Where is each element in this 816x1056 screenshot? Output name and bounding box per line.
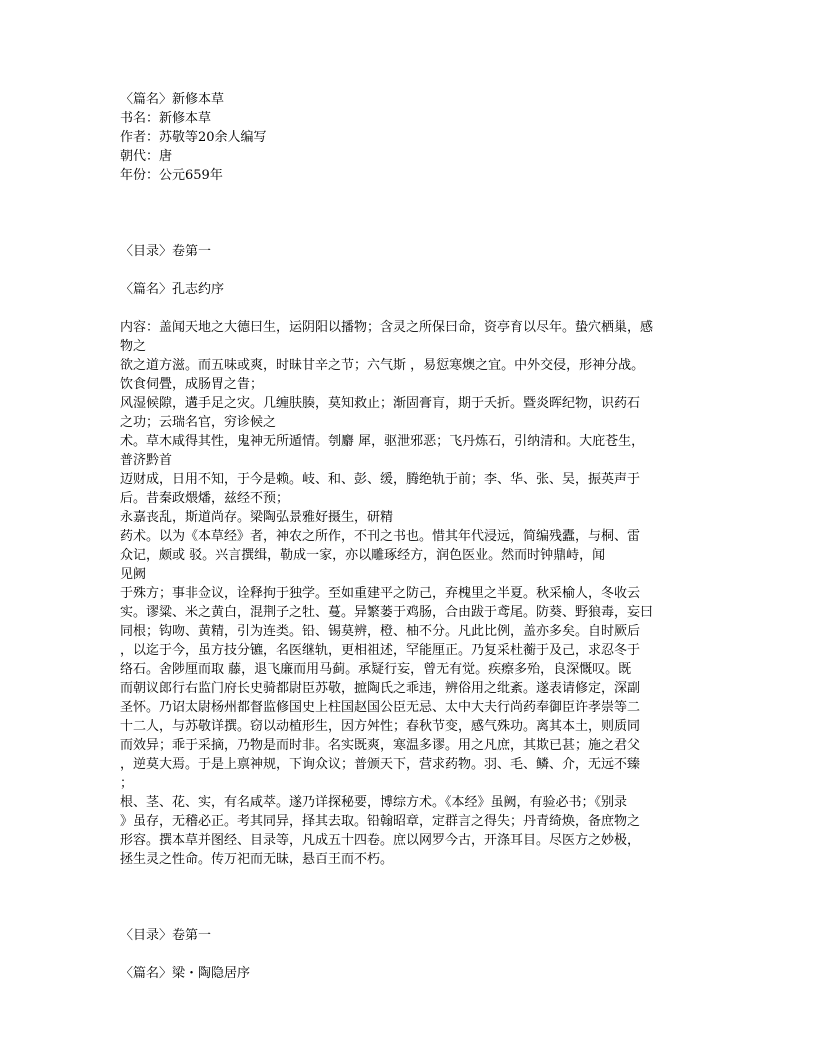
- body-line: 之功；云瑞名官，穷诊候之: [120, 415, 277, 430]
- section-kong-zhiyue-preface: [120, 242, 692, 869]
- body-line: ，以迄于今，虽方技分镳，名医继轨，更相祖述，罕能厘正。乃复采杜蘅于及己，求忍冬于: [120, 643, 641, 658]
- body-line: 众记，颇或 驳。兴言撰缉，勒成一家，亦以雕琢经方，润色医业。然而时钟鼎峙，闻: [120, 548, 606, 563]
- book-dynasty: 朝代：唐: [120, 149, 173, 164]
- body-line: 风湿候隙，遘手足之灾。几缠肤腠，莫知救止；渐固膏肓，期于夭折。暨炎晖纪物，识药石: [120, 396, 641, 411]
- book-chapter-name: 〈篇名〉新修本草: [120, 92, 225, 107]
- body-line: 十二人，与苏敬详撰。窃以动植形生，因方舛性；春秋节变，感气殊功。离其本土，则质同: [120, 719, 641, 734]
- body-line: 永嘉丧乱，斯道尚存。梁陶弘景雅好摄生，研精: [120, 510, 394, 525]
- body-line: 》虽存，无稽必正。考其同异，择其去取。铅翰昭章，定群言之得失；丹青绮焕，备庶物之: [120, 814, 641, 829]
- body-line: 见阙: [120, 567, 147, 582]
- body-line: 物之: [120, 339, 147, 354]
- body-line: 饮食伺舋，成肠胃之眚；: [120, 377, 264, 392]
- body-line: 圣怀。乃诏太尉杨州都督监修国史上柱国赵国公臣无忌、太中大夫行尚药奉御臣许孝崇等二: [120, 700, 641, 715]
- body-line: 拯生灵之性命。传万祀而无昧，悬百王而不朽。: [120, 852, 394, 867]
- book-info: [120, 90, 692, 185]
- toc-heading: 〈目录〉卷第一: [120, 928, 212, 943]
- body-line: 迈财成，日用不知，于今是赖。岐、和、彭、缓，腾绝轨于前；李、华、张、吴，振英声于: [120, 472, 641, 487]
- section-tao-yinju-preface: [120, 926, 692, 983]
- toc-heading: 〈目录〉卷第一: [120, 244, 212, 259]
- body-line: 同根；钩吻、黄精，引为连类。铅、锡莫辨，橙、柚不分。凡此比例，盖亦多矣。自时厥后: [120, 624, 641, 639]
- chapter-title: 〈篇名〉梁・陶隐居序: [120, 966, 251, 981]
- body-line: 欲之道方滋。而五味或爽，时昧甘辛之节；六气斯 ，易愆寒燠之宜。中外交侵，形神分战。: [120, 358, 645, 373]
- body-line: 实。谬粱、米之黄白，混荆子之牡、蔓。异繁蒌于鸡肠，合由跋于鸢尾。防葵、野狼毒，妄曰: [120, 605, 654, 620]
- body-line: 内容：盖闻天地之大德曰生，运阴阳以播物；含灵之所保曰命，资亭育以尽年。蛰穴栖巢，感: [120, 320, 654, 335]
- body-line: 术。草木咸得其性，鬼神无所遁情。刳麝 犀，驱泄邪恶；飞丹炼石，引纳清和。大庇苍生，: [120, 434, 645, 449]
- body-line: 普济黔首: [120, 453, 173, 468]
- book-year: 年份：公元659年: [120, 168, 223, 183]
- body-line: 而效异；乖于采摘，乃物是而时非。名实既爽，寒温多谬。用之凡庶，其欺已甚；施之君父: [120, 738, 641, 753]
- body-line: 于殊方；事非佥议，诠释拘于独学。至如重建平之防己，弃槐里之半夏。秋采榆人，冬收云: [120, 586, 641, 601]
- chapter-body: [120, 318, 692, 869]
- body-line: 后。昔秦政煨燔，兹经不预；: [120, 491, 290, 506]
- book-author: 作者：苏敬等20余人编写: [120, 130, 267, 145]
- document-page: [120, 90, 692, 983]
- body-line: 形容。撰本草并图经、目录等，凡成五十四卷。庶以网罗今古，开涤耳目。尽医方之妙极，: [120, 833, 641, 848]
- body-line: 络石。舍陟厘而取 藤，退飞廉而用马蓟。承疑行妄，曾无有觉。疾瘵多殆，良深慨叹。既: [120, 662, 632, 677]
- chapter-title: 〈篇名〉孔志约序: [120, 282, 225, 297]
- book-title: 书名：新修本草: [120, 111, 212, 126]
- body-line: 根、茎、花、实，有名咸萃。遂乃详探秘要，博综方术。《本经》虽阙，有验必书；《别录: [120, 795, 628, 810]
- body-line: ；: [120, 776, 134, 791]
- body-line: 而朝议郎行右监门府长史骑都尉臣苏敬，摭陶氏之乖违，辨俗用之纰紊。遂表请修定，深副: [120, 681, 641, 696]
- body-line: ，逆莫大焉。于是上禀神规，下询众议；普颁天下，营求药物。羽、毛、鳞、介，无远不臻: [120, 757, 641, 772]
- body-line: 药术。以为《本草经》者，神农之所作，不刊之书也。惜其年代浸远，简编残蠹，与桐、雷: [120, 529, 641, 544]
